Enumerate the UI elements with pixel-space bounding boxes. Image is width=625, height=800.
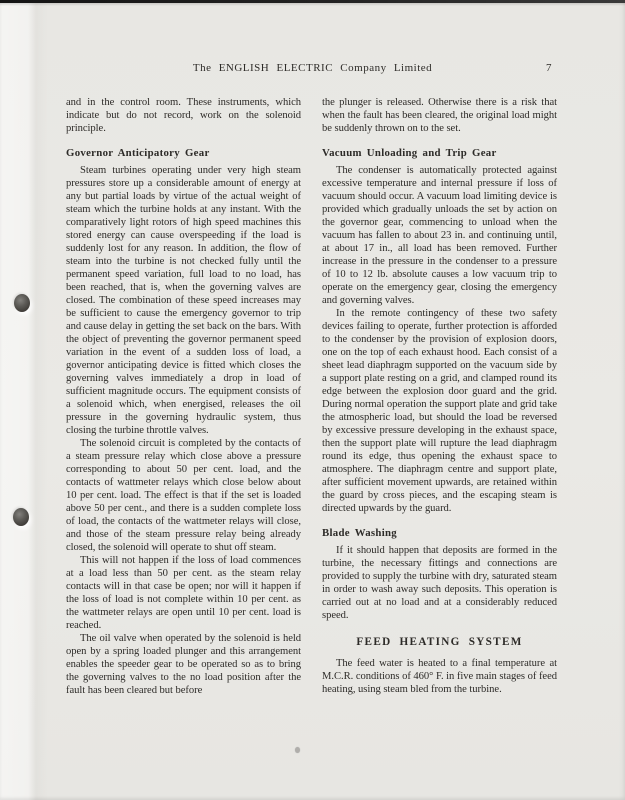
- column-left: [66, 96, 301, 697]
- paragraph: The condenser is automatically protected against excessive temperature and internal pressure if loss of vacuum should occur. A vacuum load limiting device is provided which gradually unloads the set by action on the governor gear, commencing to unload when the vacuum has fallen to about 23 in. and continuing until, at about 17 in., all load has been removed. Further increase in the pressure in the condenser to a pressure of 10 to 12 lb. absolute causes a low vacuum trip to operate on the emergency gear, closing the emergency and governing valves.: [322, 165, 557, 306]
- centered-section-heading: FEED HEATING SYSTEM: [356, 636, 523, 648]
- section-heading: Vacuum Unloading and Trip Gear: [322, 147, 497, 159]
- section-heading: Governor Anticipatory Gear: [66, 147, 210, 159]
- punch-hole-bottom: [13, 508, 29, 526]
- running-header: [0, 62, 625, 76]
- paragraph: and in the control room. These instruments, which indicate but do not record, work on the solenoid principle.: [66, 97, 301, 134]
- header-title: The ENGLISH ELECTRIC Company Limited: [192, 62, 433, 74]
- column-right: [322, 96, 557, 696]
- scan-edge-top: [0, 0, 625, 3]
- paragraph: the plunger is released. Otherwise there is a risk that when the fault has been cleared, the original load might be suddenly thrown on to the set.: [322, 97, 557, 134]
- paragraph: The oil valve when operated by the solenoid is held open by a spring loaded plunger and this arrangement enables the speeder gear to be operated so as to bring the governing valves to the no load position after the fault has been cleared but before: [66, 633, 301, 696]
- paragraph: In the remote contingency of these two safety devices failing to operate, further protection is afforded to the condenser by the provision of explosion doors, one on the top of each exhaust hood. Each consist of a sheet lead diaphragm supported on the vacuum side by a support plate resting on a grid, and clamped round its edge between the explosion door guard and the grid. During normal operation the support plate and grid take the atmospheric load, but should the load be reversed by excessive pressure developing in the exhaust space, then the support plate will rupture the lead diaphragm round its edge, thus opening the exhaust space to atmosphere. The diaphragm centre and support plate, after sufficient movement upwards, are retained within the guard by cross pieces, and the escaping steam is directed upwards by the guard.: [322, 308, 557, 514]
- punch-hole-top: [14, 294, 30, 312]
- page-number: 7: [546, 62, 552, 74]
- paragraph: If it should happen that deposits are formed in the turbine, the necessary fittings and connections are provided to supply the turbine with dry, saturated steam in order to wash away such deposits. This operation is carried out at no load and at a considerably reduced speed.: [322, 545, 557, 621]
- paragraph: This will not happen if the loss of load commences at a load less than 50 per cent. as the steam relay contacts will in that case be open; nor will it happen if the loss of load is not complete within 10 per cent. as the wattmeter relays are open until 10 per cent. load is reached.: [66, 555, 301, 631]
- section-heading: Blade Washing: [322, 527, 398, 539]
- paragraph: The feed water is heated to a final temperature at M.C.R. conditions of 460° F. in five main stages of feed heating, using steam bled from the turbine.: [322, 658, 557, 695]
- paper-speck: [295, 747, 300, 753]
- paragraph: The solenoid circuit is completed by the contacts of a steam pressure relay which close above a pressure corresponding to about 50 per cent. load, and the contacts of wattmeter relays which close below about 10 per cent. load. The effect is that if the set is loaded above 50 per cent., and there is a sudden complete loss of load, the contacts of the wattmeter relays will close, and those of the steam pressure relay being already closed, the solenoid will operate to shut off steam.: [66, 438, 301, 553]
- paragraph: Steam turbines operating under very high steam pressures store up a considerable amount of energy at any but partial loads by virtue of the actual weight of steam which the turbine holds at any instant. With the comparatively light rotors of high speed machines this stored energy can cause overspeeding if the load is suddenly lost for any reason. In addition, the flow of steam into the turbine is not checked fully until the permanent speed variation, full load to no load, has been reached, that is, when the governing valves are closed. The combination of these speed increases may be sufficient to cause the emergency governor to trip and cause delay in getting the set back on the bars. With the object of preventing the governor permanent speed variation in the event of a sudden loss of load, a governor anticipating device is fitted which closes the governing valves immediately a drop in load of sufficient magnitude occurs. The equipment consists of a solenoid which, when energised, releases the oil pressure in the governing hydraulic system, thus closing the turbine throttle valves.: [66, 165, 301, 436]
